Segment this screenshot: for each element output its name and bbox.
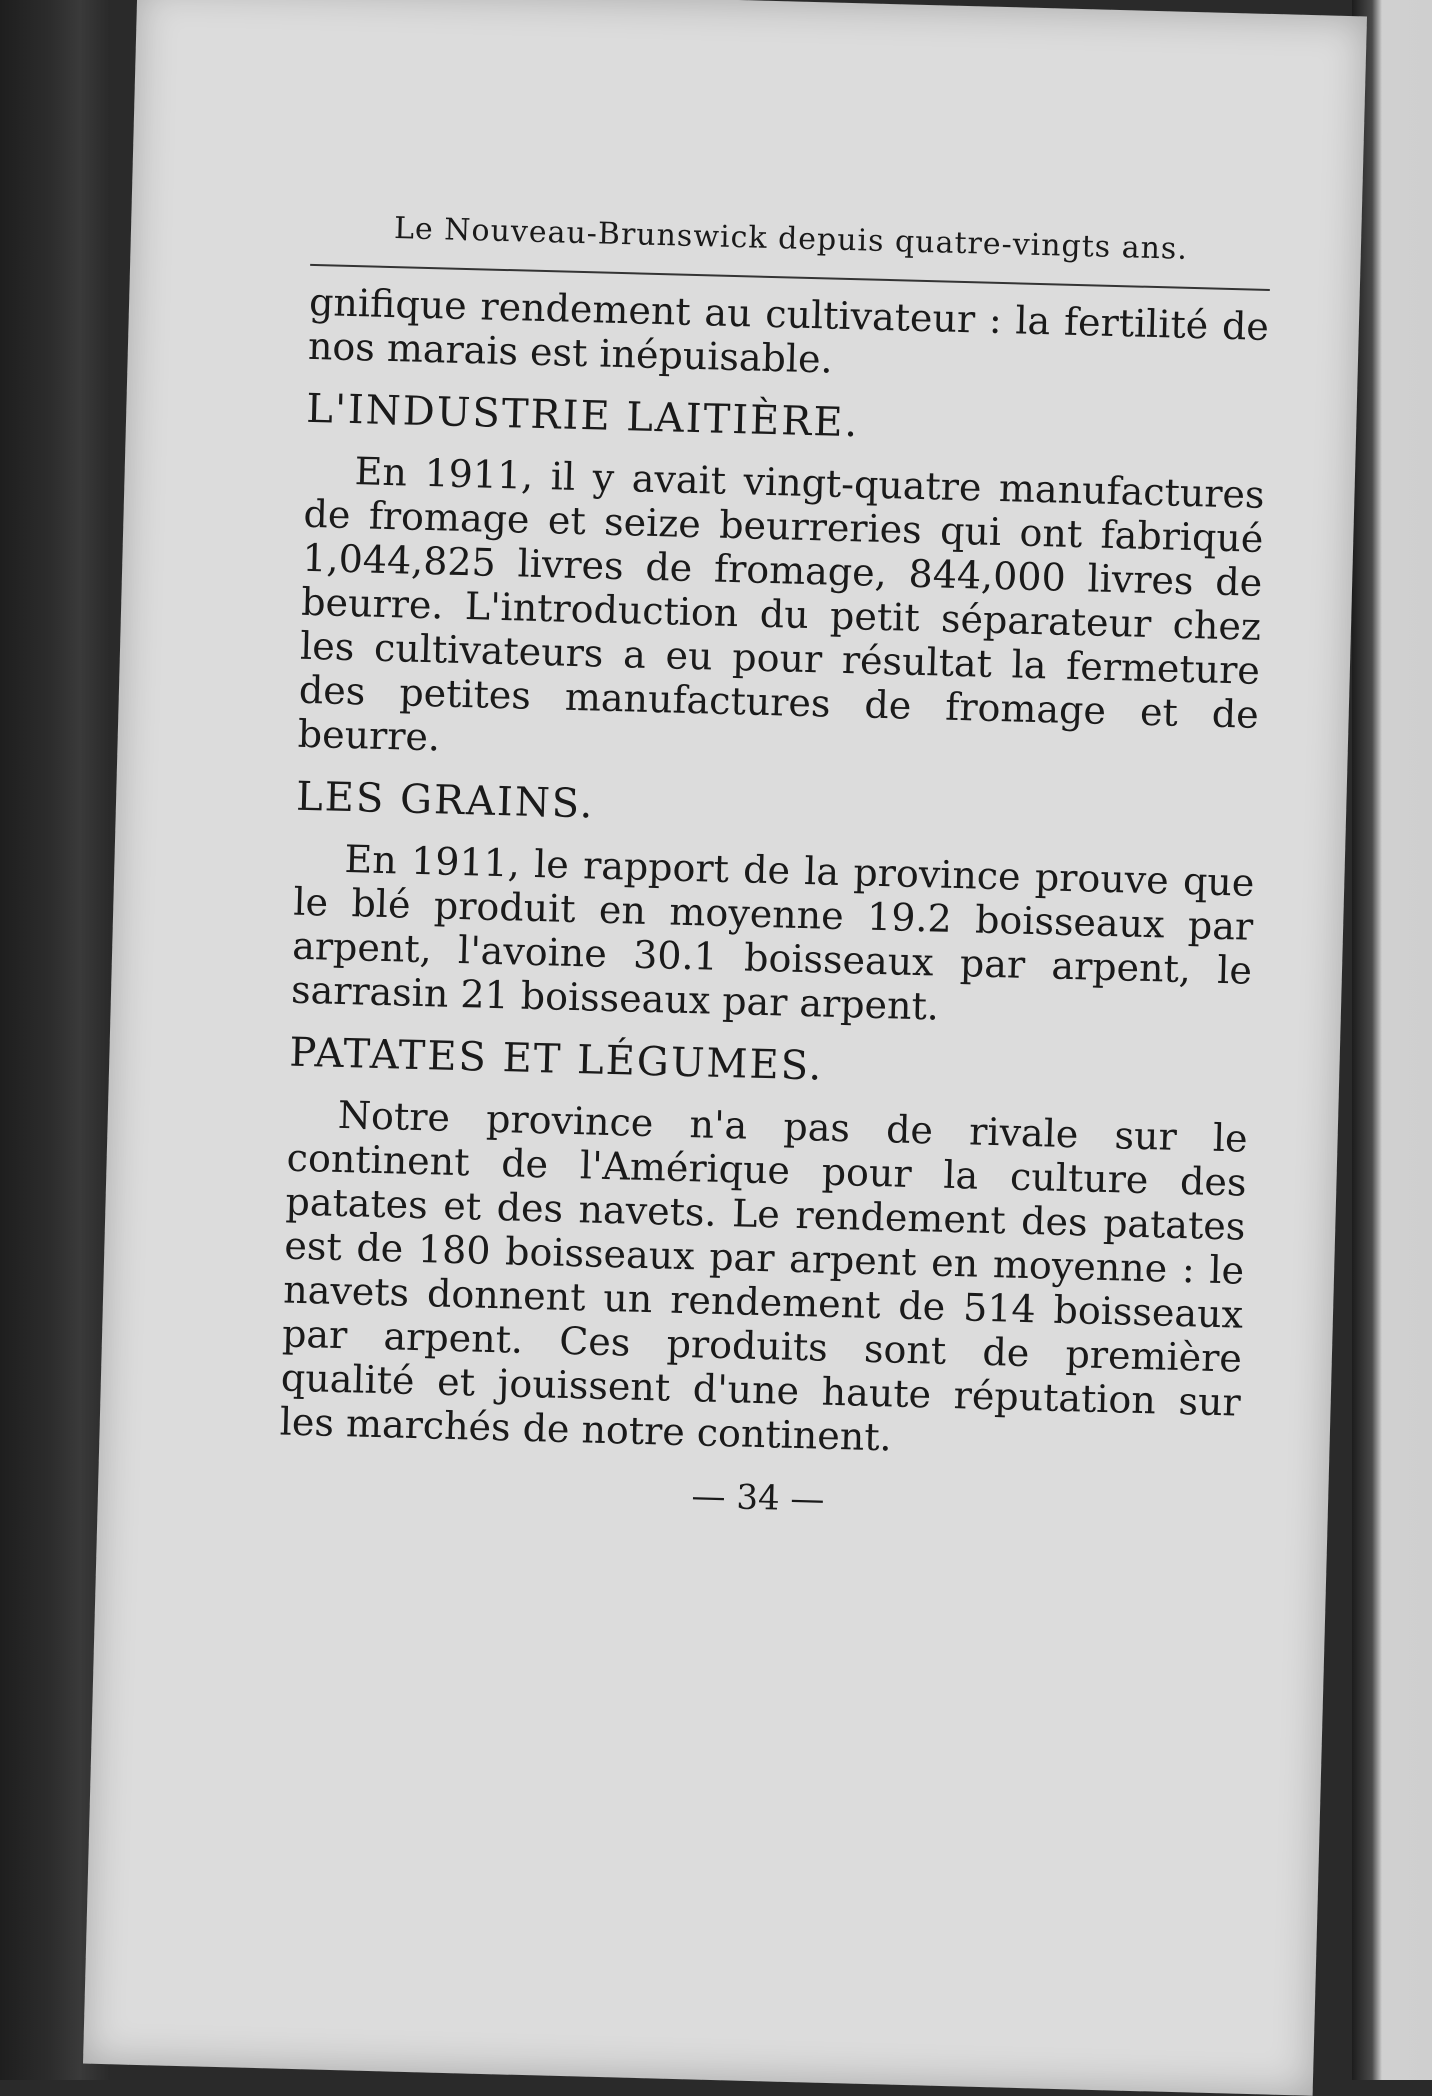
page-number: — 34 — (691, 1476, 825, 1520)
continuation-paragraph: gnifique rendement au cultivateur : la fertilité de nos marais est inépuisable. (307, 279, 1270, 382)
page-content (278, 209, 1272, 1531)
section-heading-grains: LES GRAINS. (295, 773, 596, 828)
section-heading-vegetables: PATATES ET LÉGUMES. (288, 1029, 824, 1090)
section-body-grains: En 1911, le rapport de la province prouve que le blé produit en moyenne 19.2 boisseaux par arpent, l'avoine 30.1 boisseaux par arpent, le sarrasin 21 boisseaux par arpent. (290, 836, 1255, 1029)
section-heading-dairy: L'INDUSTRIE LAITIÈRE. (305, 385, 860, 447)
section-body-vegetables: Notre province n'a pas de rivale sur le continent de l'Amérique pour la culture des patates et des navets. Le rendement des patates est de 180 boisseaux par arpent en moyenne : le navets donnent un rendement de 514 boisseaux par arpent. Ces produits sont de première qualité et jouissent d'une haute réputation sur les marchés de notre continent. (279, 1092, 1249, 1460)
facing-page-edge (1352, 0, 1432, 2080)
book-page (83, 0, 1367, 2096)
running-head: Le Nouveau-Brunswick depuis quatre-vingts ans. (310, 209, 1271, 291)
section-body-dairy: En 1911, il y avait vingt-quatre manufactures de fromage et seize beurreries qui ont fabriqué 1,044,825 livres de fromage, 844,000 livres de beurre. L'introduction du petit séparateur chez les cultivateurs a eu pour résultat la fermeture des petites manufactures de fromage et de beurre. (297, 449, 1266, 760)
